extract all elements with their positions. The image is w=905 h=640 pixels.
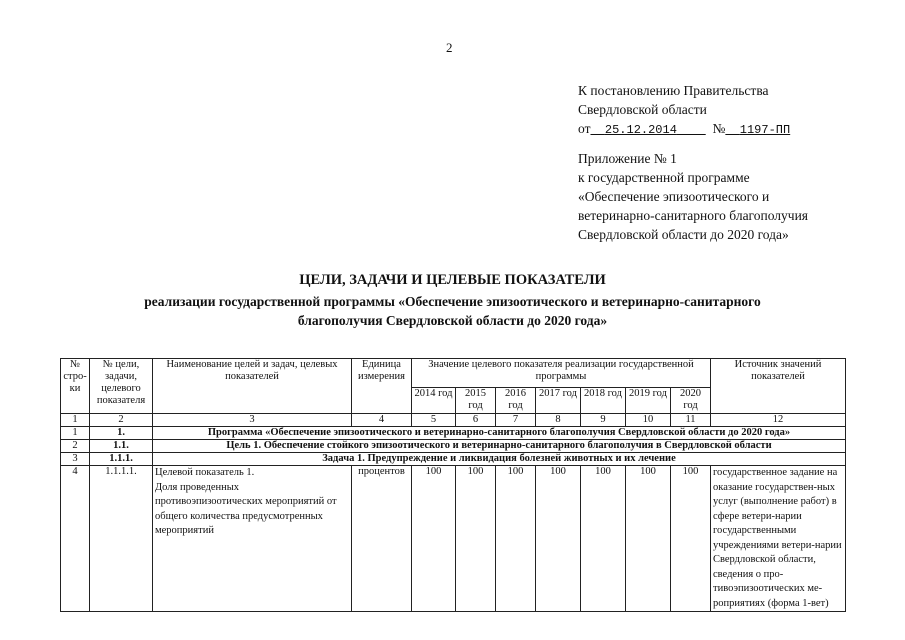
appendix-line-4: ветеринарно-санитарного благополучия [578,208,809,223]
header-row-no: № стро-ки [61,359,90,414]
column-number: 5 [412,414,456,427]
appendix-line-2: к государственной программе [578,170,750,185]
header-year: 2014 год [412,388,456,414]
appendix-line-1: Приложение № 1 [578,151,677,166]
column-number: 9 [581,414,626,427]
indicator-value: 100 [496,466,536,612]
column-number: 12 [711,414,846,427]
header-year: 2016 год [496,388,536,414]
task-code: 1.1.1. [90,453,153,466]
row-number: 4 [61,466,90,612]
header-year: 2015 год [456,388,496,414]
column-number: 10 [626,414,671,427]
decree-line-2: Свердловской области [578,102,707,117]
indicator-source: государственное задание на оказание государствен-ных услуг (выполнение работ) в сфере ветери-нарии государственными учреждениями ветери-нарии Свердловской области, сведения о про-тивоэпизоотических ме-роприятиях (форма 1-вет) [711,466,846,612]
indicator-value: 100 [536,466,581,612]
indicator-value: 100 [412,466,456,612]
row-number: 2 [61,440,90,453]
header-unit: Единица измерения [352,359,412,414]
header-goal-no: № цели, задачи, целевого показателя [90,359,153,414]
column-number: 4 [352,414,412,427]
task-title: Задача 1. Предупреждение и ликвидация болезней животных и их лечение [153,453,846,466]
page-number: 2 [446,40,453,55]
number-label: № [712,121,726,136]
header-name: Наименование целей и задач, целевых показателей [153,359,352,414]
document-subtitle: реализации государственной программы «Обеспечение эпизоотического и ветеринарно-санитарного благополучия Свердловской области до 2020 года» [144,294,761,328]
header-year: 2018 год [581,388,626,414]
decree-date-line [578,119,790,140]
indicator-code: 1.1.1.1. [90,466,153,612]
appendix-line-5: Свердловской области до 2020 года» [578,227,789,242]
program-code: 1. [90,427,153,440]
goals-table [60,358,846,612]
decree-number: 1197-ПП [739,123,791,137]
column-number-row [61,414,846,427]
indicator-value: 100 [626,466,671,612]
header-year: 2019 год [626,388,671,414]
column-number: 11 [671,414,711,427]
goal-title: Цель 1. Обеспечение стойкого эпизоотического и ветеринарно-санитарного благополучия в Свердловской области [153,440,846,453]
program-title: Программа «Обеспечение эпизоотического и ветеринарно-санитарного благополучия Свердловской области до 2020 года» [153,427,846,440]
header-year: 2020 год [671,388,711,414]
program-row [61,427,846,440]
header-source: Источник значений показателей [711,359,846,414]
row-number: 3 [61,453,90,466]
column-number: 7 [496,414,536,427]
row-number: 1 [61,427,90,440]
indicator-value: 100 [456,466,496,612]
indicator-unit: процентов [352,466,412,612]
header-year: 2017 год [536,388,581,414]
indicator-name [153,466,352,612]
decree-date: 25.12.2014 [604,123,677,137]
decree-line-1: К постановлению Правительства [578,83,769,98]
column-number: 3 [153,414,352,427]
goal-code: 1.1. [90,440,153,453]
appendix-line-3: «Обеспечение эпизоотического и [578,189,770,204]
appendix-block [578,149,808,244]
goal-row [61,440,846,453]
indicator-name-title: Целевой показатель 1. [155,467,255,478]
column-number: 8 [536,414,581,427]
indicator-name-text: Доля проведенных противоэпизоотических мероприятий от общего количества предусмотренных мероприятий [155,481,337,536]
indicator-row [61,466,846,612]
header-values: Значение целевого показателя реализации государственной программы [412,359,711,388]
column-number: 1 [61,414,90,427]
from-label: от [578,121,591,136]
indicator-value: 100 [581,466,626,612]
document-title: ЦЕЛИ, ЗАДАЧИ И ЦЕЛЕВЫЕ ПОКАЗАТЕЛИ [299,272,606,288]
indicator-value: 100 [671,466,711,612]
task-row [61,453,846,466]
header-row [61,359,846,388]
column-number: 6 [456,414,496,427]
decree-reference [578,81,790,140]
column-number: 2 [90,414,153,427]
